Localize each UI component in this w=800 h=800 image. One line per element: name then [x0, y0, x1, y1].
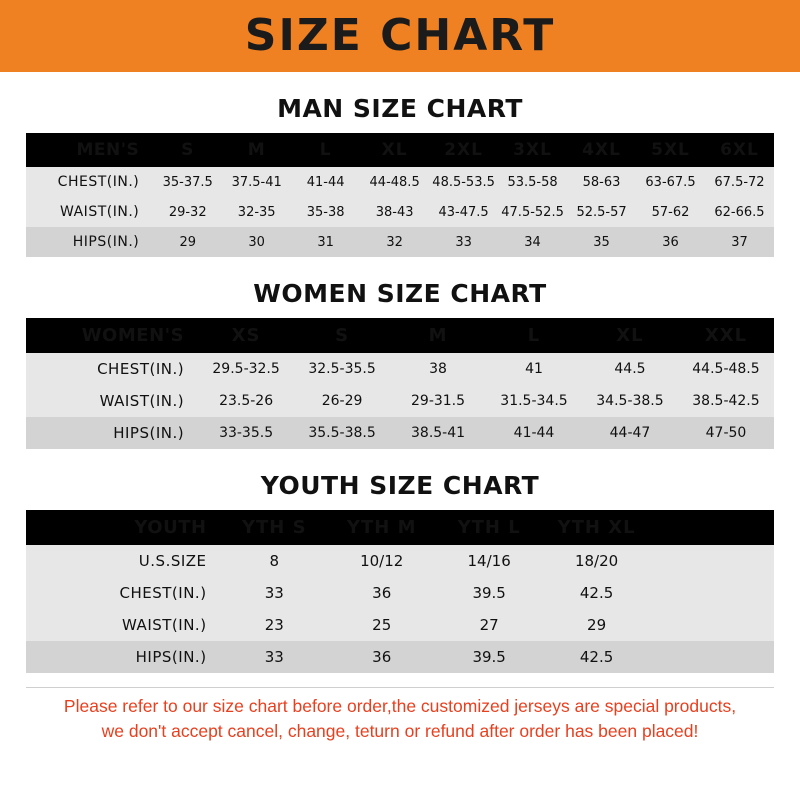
table-row — [26, 385, 774, 417]
cell: 33 — [221, 641, 328, 673]
header-cell-s: S — [335, 325, 350, 346]
table-header-row — [26, 133, 774, 167]
table-header-row — [26, 318, 774, 353]
header-cell-6xl: 6XL — [720, 140, 759, 160]
header-cell-3xl: 3XL — [513, 140, 552, 160]
section-youth-size-chart — [26, 461, 774, 673]
cell: 35-38 — [291, 197, 360, 227]
row-label-waist: WAIST(IN.) — [26, 385, 198, 417]
cell: 23.5-26 — [198, 385, 294, 417]
cell — [650, 545, 774, 577]
cell: 44.5-48.5 — [678, 353, 774, 385]
header-cell-label: YOUTH — [134, 517, 207, 538]
cell: 47.5-52.5 — [498, 197, 567, 227]
youth-size-table — [26, 510, 774, 673]
table-header-row — [26, 510, 774, 545]
cell: 57-62 — [636, 197, 705, 227]
cell: 33-35.5 — [198, 417, 294, 449]
cell: 58-63 — [567, 167, 636, 197]
cell: 29-31.5 — [390, 385, 486, 417]
disclaimer-line-1: Please refer to our size chart before order,the customized jerseys are special products, — [63, 696, 737, 716]
cell: 44-47 — [582, 417, 678, 449]
cell — [650, 641, 774, 673]
header-cell-4xl: 4XL — [582, 140, 621, 160]
table-row — [26, 545, 774, 577]
header-cell-yth-l: YTH L — [457, 517, 521, 538]
cell: 38.5-41 — [390, 417, 486, 449]
table-row — [26, 641, 774, 673]
row-label-us-size: U.S.SIZE — [26, 545, 221, 577]
cell: 32.5-35.5 — [294, 353, 390, 385]
cell: 48.5-53.5 — [429, 167, 498, 197]
header-cell-l: L — [319, 140, 332, 160]
cell: 38-43 — [360, 197, 429, 227]
cell: 29 — [543, 609, 650, 641]
section-women-size-chart — [26, 269, 774, 449]
header-cell-5xl: 5XL — [651, 140, 690, 160]
cell: 32-35 — [222, 197, 291, 227]
man-size-table — [26, 133, 774, 257]
table-row — [26, 167, 774, 197]
row-label-hips: HIPS(IN.) — [26, 227, 153, 257]
cell: 36 — [328, 641, 435, 673]
cell: 31.5-34.5 — [486, 385, 582, 417]
cell: 37.5-41 — [222, 167, 291, 197]
cell: 25 — [328, 609, 435, 641]
cell: 39.5 — [435, 641, 542, 673]
cell: 37 — [705, 227, 774, 257]
cell: 8 — [221, 545, 328, 577]
cell: 33 — [429, 227, 498, 257]
page-title: SIZE CHART — [244, 10, 556, 61]
cell: 36 — [636, 227, 705, 257]
table-row — [26, 227, 774, 257]
content — [0, 72, 800, 800]
cell: 47-50 — [678, 417, 774, 449]
cell: 38.5-42.5 — [678, 385, 774, 417]
cell: 32 — [360, 227, 429, 257]
table-row — [26, 353, 774, 385]
cell: 29 — [153, 227, 222, 257]
header-cell-l: L — [527, 325, 541, 346]
cell: 30 — [222, 227, 291, 257]
banner — [0, 0, 800, 72]
section-man-size-chart — [26, 84, 774, 257]
header-cell-m: M — [247, 140, 266, 160]
cell: 27 — [435, 609, 542, 641]
cell: 67.5-72 — [705, 167, 774, 197]
row-label-chest: CHEST(IN.) — [26, 353, 198, 385]
header-cell-xl: XL — [616, 325, 644, 346]
cell: 42.5 — [543, 577, 650, 609]
header-cell-m: M — [428, 325, 448, 346]
cell: 63-67.5 — [636, 167, 705, 197]
section-title-man: MAN SIZE CHART — [277, 94, 523, 123]
table-row — [26, 417, 774, 449]
cell: 29-32 — [153, 197, 222, 227]
cell: 34 — [498, 227, 567, 257]
header-cell-s: S — [181, 140, 195, 160]
cell: 41-44 — [486, 417, 582, 449]
row-label-waist: WAIST(IN.) — [26, 609, 221, 641]
cell: 62-66.5 — [705, 197, 774, 227]
header-cell-xxl: XXL — [704, 325, 748, 346]
cell: 33 — [221, 577, 328, 609]
cell: 14/16 — [435, 545, 542, 577]
table-row — [26, 609, 774, 641]
header-cell-yth-xl: YTH XL — [557, 517, 636, 538]
cell: 36 — [328, 577, 435, 609]
header-cell-xl: XL — [381, 140, 408, 160]
cell: 44-48.5 — [360, 167, 429, 197]
cell: 31 — [291, 227, 360, 257]
row-label-waist: WAIST(IN.) — [26, 197, 153, 227]
cell: 18/20 — [543, 545, 650, 577]
header-cell-yth-s: YTH S — [241, 517, 307, 538]
section-title-youth: YOUTH SIZE CHART — [260, 471, 540, 500]
cell: 34.5-38.5 — [582, 385, 678, 417]
cell: 38 — [390, 353, 486, 385]
cell: 53.5-58 — [498, 167, 567, 197]
cell: 41-44 — [291, 167, 360, 197]
cell — [650, 609, 774, 641]
cell: 44.5 — [582, 353, 678, 385]
header-cell-label: MEN'S — [76, 140, 140, 160]
header-cell-xs: XS — [231, 325, 261, 346]
cell — [650, 577, 774, 609]
cell: 39.5 — [435, 577, 542, 609]
section-title-women: WOMEN SIZE CHART — [253, 279, 547, 308]
header-cell-empty — [650, 510, 774, 545]
cell: 41 — [486, 353, 582, 385]
header-cell-label: WOMEN'S — [81, 325, 185, 346]
cell: 10/12 — [328, 545, 435, 577]
row-label-chest: CHEST(IN.) — [26, 167, 153, 197]
cell: 35-37.5 — [153, 167, 222, 197]
cell: 42.5 — [543, 641, 650, 673]
table-row — [26, 577, 774, 609]
cell: 23 — [221, 609, 328, 641]
cell: 52.5-57 — [567, 197, 636, 227]
row-label-hips: HIPS(IN.) — [26, 417, 198, 449]
cell: 29.5-32.5 — [198, 353, 294, 385]
row-label-hips: HIPS(IN.) — [26, 641, 221, 673]
table-row — [26, 197, 774, 227]
header-cell-2xl: 2XL — [444, 140, 483, 160]
cell: 35.5-38.5 — [294, 417, 390, 449]
cell: 35 — [567, 227, 636, 257]
disclaimer-line-2: we don't accept cancel, change, teturn or refund after order has been placed! — [101, 721, 699, 742]
cell: 43-47.5 — [429, 197, 498, 227]
header-cell-yth-m: YTH M — [346, 517, 417, 538]
women-size-table — [26, 318, 774, 449]
row-label-chest: CHEST(IN.) — [26, 577, 221, 609]
disclaimer-note — [26, 687, 774, 745]
cell: 26-29 — [294, 385, 390, 417]
